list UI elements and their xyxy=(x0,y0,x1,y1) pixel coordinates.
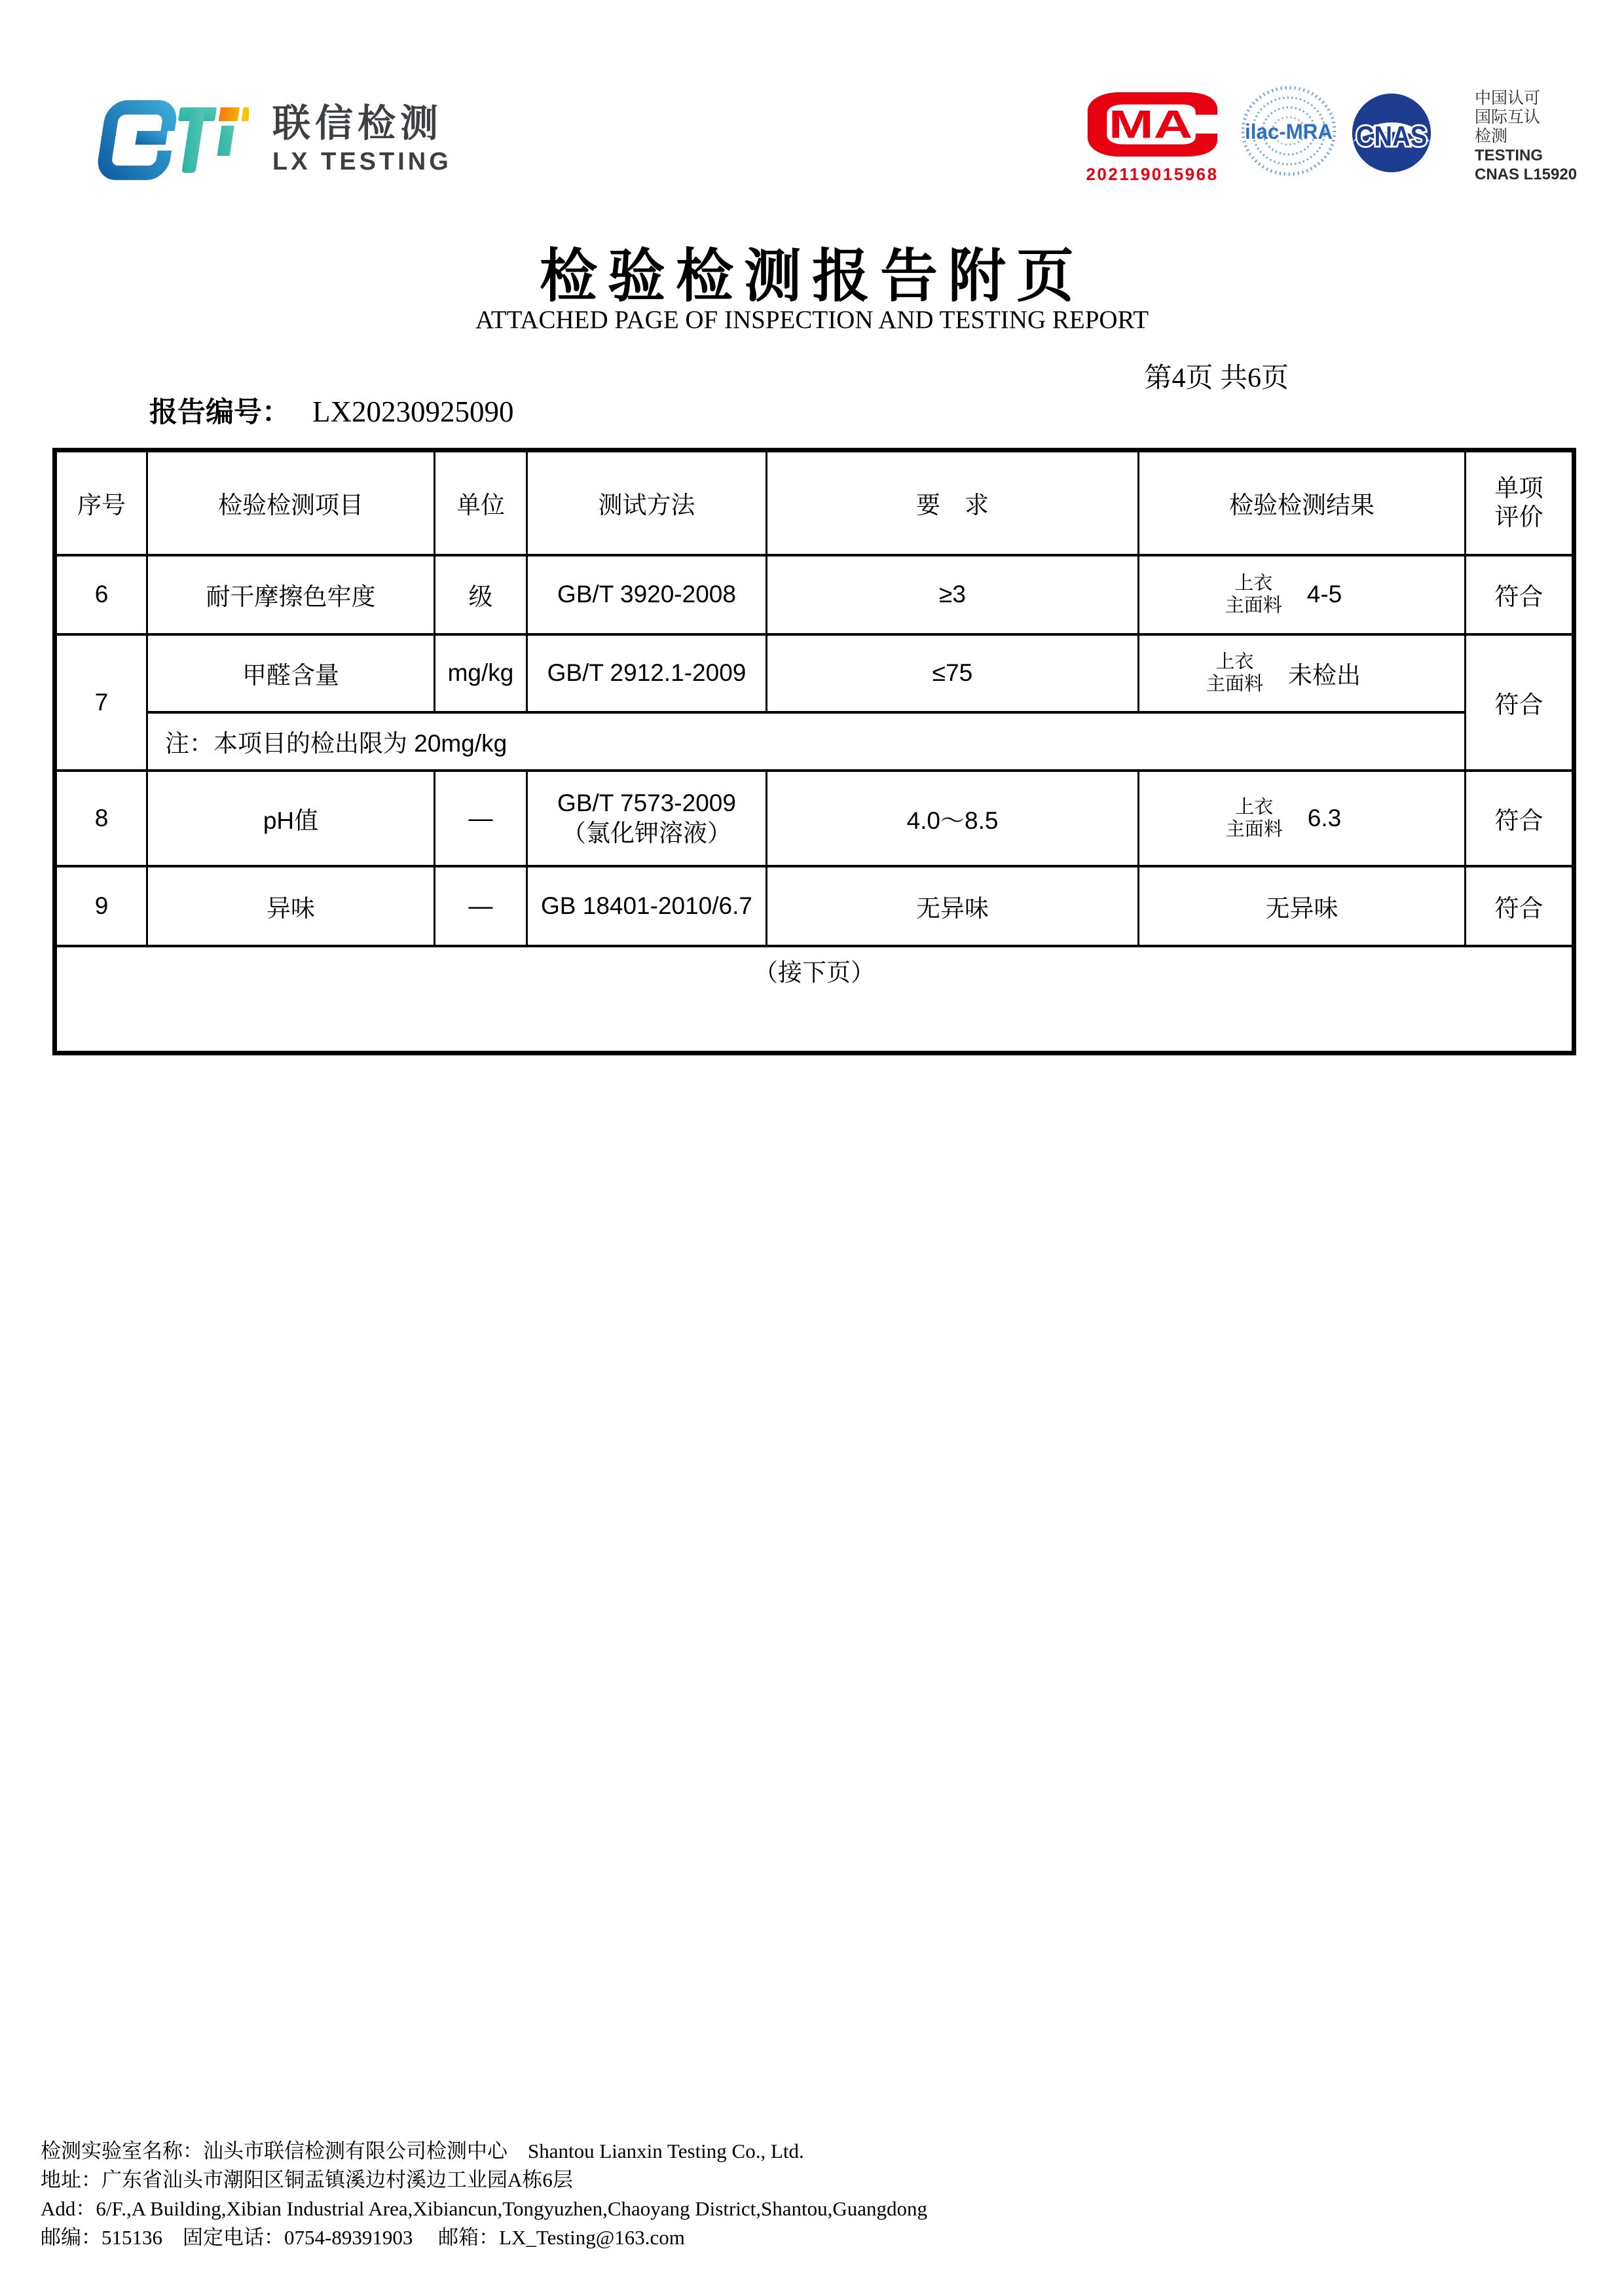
cell-seq: 6 xyxy=(55,555,147,634)
accreditation-line: 检测 xyxy=(1475,128,1508,145)
cell-method: GB 18401-2010/6.7 xyxy=(527,866,767,946)
method-line: （氯化钾溶液） xyxy=(562,819,731,847)
cell-requirement: 无异味 xyxy=(767,866,1139,946)
cell-continuation: （接下页） xyxy=(55,946,1574,1053)
cma-letters: MA xyxy=(1108,103,1192,147)
cma-certificate-number: 202119015968 xyxy=(1086,164,1219,184)
col-header-item: 检验检测项目 xyxy=(147,450,435,555)
col-header-unit: 单位 xyxy=(435,450,527,555)
cnas-logo-icon xyxy=(1350,92,1433,174)
cell-result: 无异味 xyxy=(1139,866,1466,946)
cell-result xyxy=(1139,555,1466,634)
table-row xyxy=(55,771,1574,866)
col-header-evaluation-line: 评价 xyxy=(1494,503,1543,531)
cell-requirement: ≤75 xyxy=(767,634,1139,712)
cma-mark xyxy=(1082,90,1223,185)
lx-testing-logo xyxy=(97,97,452,182)
footer-contact: 邮编：515136 固定电话：0754-89391903 邮箱：LX_Testing@163.com xyxy=(41,2226,685,2249)
sample-label-line: 上衣 xyxy=(1234,573,1273,594)
page-subtitle: ATTACHED PAGE OF INSPECTION AND TESTING REPORT xyxy=(475,306,1149,334)
cell-item: 异味 xyxy=(147,866,435,946)
footer-address-en: Add：6/F.,A Building,Xibian Industrial Area,Xibiancun,Tongyuzhen,Chaoyang District,Shantou,Guangdong xyxy=(41,2197,928,2220)
report-number-value: LX20230925090 xyxy=(312,395,514,428)
cell-evaluation: 符合 xyxy=(1466,866,1574,946)
sample-label xyxy=(1226,796,1283,841)
footer-lab-name: 检测实验室名称：汕头市联信检测有限公司检测中心 Shantou Lianxin Testing Co., Ltd. xyxy=(41,2140,804,2162)
result-value: 未检出 xyxy=(1288,662,1361,689)
cell-item: 甲醛含量 xyxy=(147,634,435,712)
sample-label xyxy=(1206,651,1263,695)
col-header-evaluation xyxy=(1466,450,1574,555)
cell-item: 耐干摩擦色牢度 xyxy=(147,555,435,634)
cell-note: 注：本项目的检出限为 20mg/kg xyxy=(147,712,1466,771)
result-value: 4-5 xyxy=(1306,581,1342,608)
cell-unit: mg/kg xyxy=(435,634,527,712)
cell-requirement: 4.0～8.5 xyxy=(767,771,1139,866)
method-line: GB/T 7573-2009 xyxy=(557,789,736,816)
cell-method: GB/T 3920-2008 xyxy=(527,555,767,634)
report-number-row xyxy=(149,390,514,430)
page-title: 检验检测报告附页 xyxy=(539,246,1084,309)
page-footer xyxy=(41,2137,927,2252)
col-header-result: 检验检测结果 xyxy=(1139,450,1466,555)
cell-evaluation: 符合 xyxy=(1466,771,1574,866)
lx-testing-logo-text xyxy=(272,104,452,175)
cell-method xyxy=(527,771,767,866)
cell-result xyxy=(1139,771,1466,866)
cell-evaluation: 符合 xyxy=(1466,555,1574,634)
ilac-mra-label: ilac-MRA xyxy=(1245,120,1333,143)
footer-address-cn: 地址：广东省汕头市潮阳区铜盂镇溪边村溪边工业园A栋6层 xyxy=(41,2168,573,2191)
accreditation-text xyxy=(1475,89,1577,184)
test-results-table xyxy=(52,448,1576,1055)
cell-evaluation: 符合 xyxy=(1466,634,1574,771)
cnas-label: CNAS xyxy=(1356,120,1428,153)
col-header-method: 测试方法 xyxy=(527,450,767,555)
cell-seq: 9 xyxy=(55,866,147,946)
table-header-row xyxy=(55,450,1574,555)
table-note-row xyxy=(55,712,1574,771)
sample-label-line: 主面料 xyxy=(1225,818,1283,840)
cell-unit: 级 xyxy=(435,555,527,634)
col-header-seq: 序号 xyxy=(55,450,147,555)
table-row xyxy=(55,634,1574,712)
accreditation-line: CNAS L15920 xyxy=(1475,166,1578,183)
sample-label-line: 上衣 xyxy=(1235,796,1274,818)
result-group xyxy=(1139,651,1464,695)
result-value: 6.3 xyxy=(1307,804,1342,831)
cell-seq: 8 xyxy=(55,771,147,866)
sample-label-line: 主面料 xyxy=(1225,595,1282,616)
sample-label xyxy=(1225,572,1282,617)
col-header-evaluation-line: 单项 xyxy=(1494,475,1543,502)
table-row xyxy=(55,555,1574,634)
cell-method: GB/T 2912.1-2009 xyxy=(527,634,767,712)
col-header-requirement: 要 求 xyxy=(767,450,1139,555)
brand-name-en: LX TESTING xyxy=(272,148,452,175)
accreditation-line: 中国认可 xyxy=(1475,90,1541,107)
brand-name-cn: 联信检测 xyxy=(272,102,443,145)
lx-testing-logo-icon xyxy=(97,97,249,182)
sample-label-line: 主面料 xyxy=(1206,674,1263,695)
ilac-mra-logo-icon xyxy=(1239,84,1338,178)
cell-result xyxy=(1139,634,1466,712)
sample-label-line: 上衣 xyxy=(1215,651,1254,672)
cell-item: pH值 xyxy=(147,771,435,866)
page-number: 第4页 共6页 xyxy=(1144,363,1289,393)
table-continuation-row xyxy=(55,946,1574,1053)
cell-unit: — xyxy=(435,866,527,946)
accreditation-line: TESTING xyxy=(1475,147,1543,164)
cma-logo-icon xyxy=(1085,90,1220,158)
cell-requirement: ≥3 xyxy=(767,555,1139,634)
table-row xyxy=(55,866,1574,946)
accreditation-line: 国际互认 xyxy=(1475,109,1541,126)
result-group xyxy=(1139,572,1464,617)
result-group xyxy=(1139,796,1464,841)
report-number-label: 报告编号： xyxy=(149,397,290,428)
cell-unit: — xyxy=(435,771,527,866)
cell-seq: 7 xyxy=(55,634,147,771)
